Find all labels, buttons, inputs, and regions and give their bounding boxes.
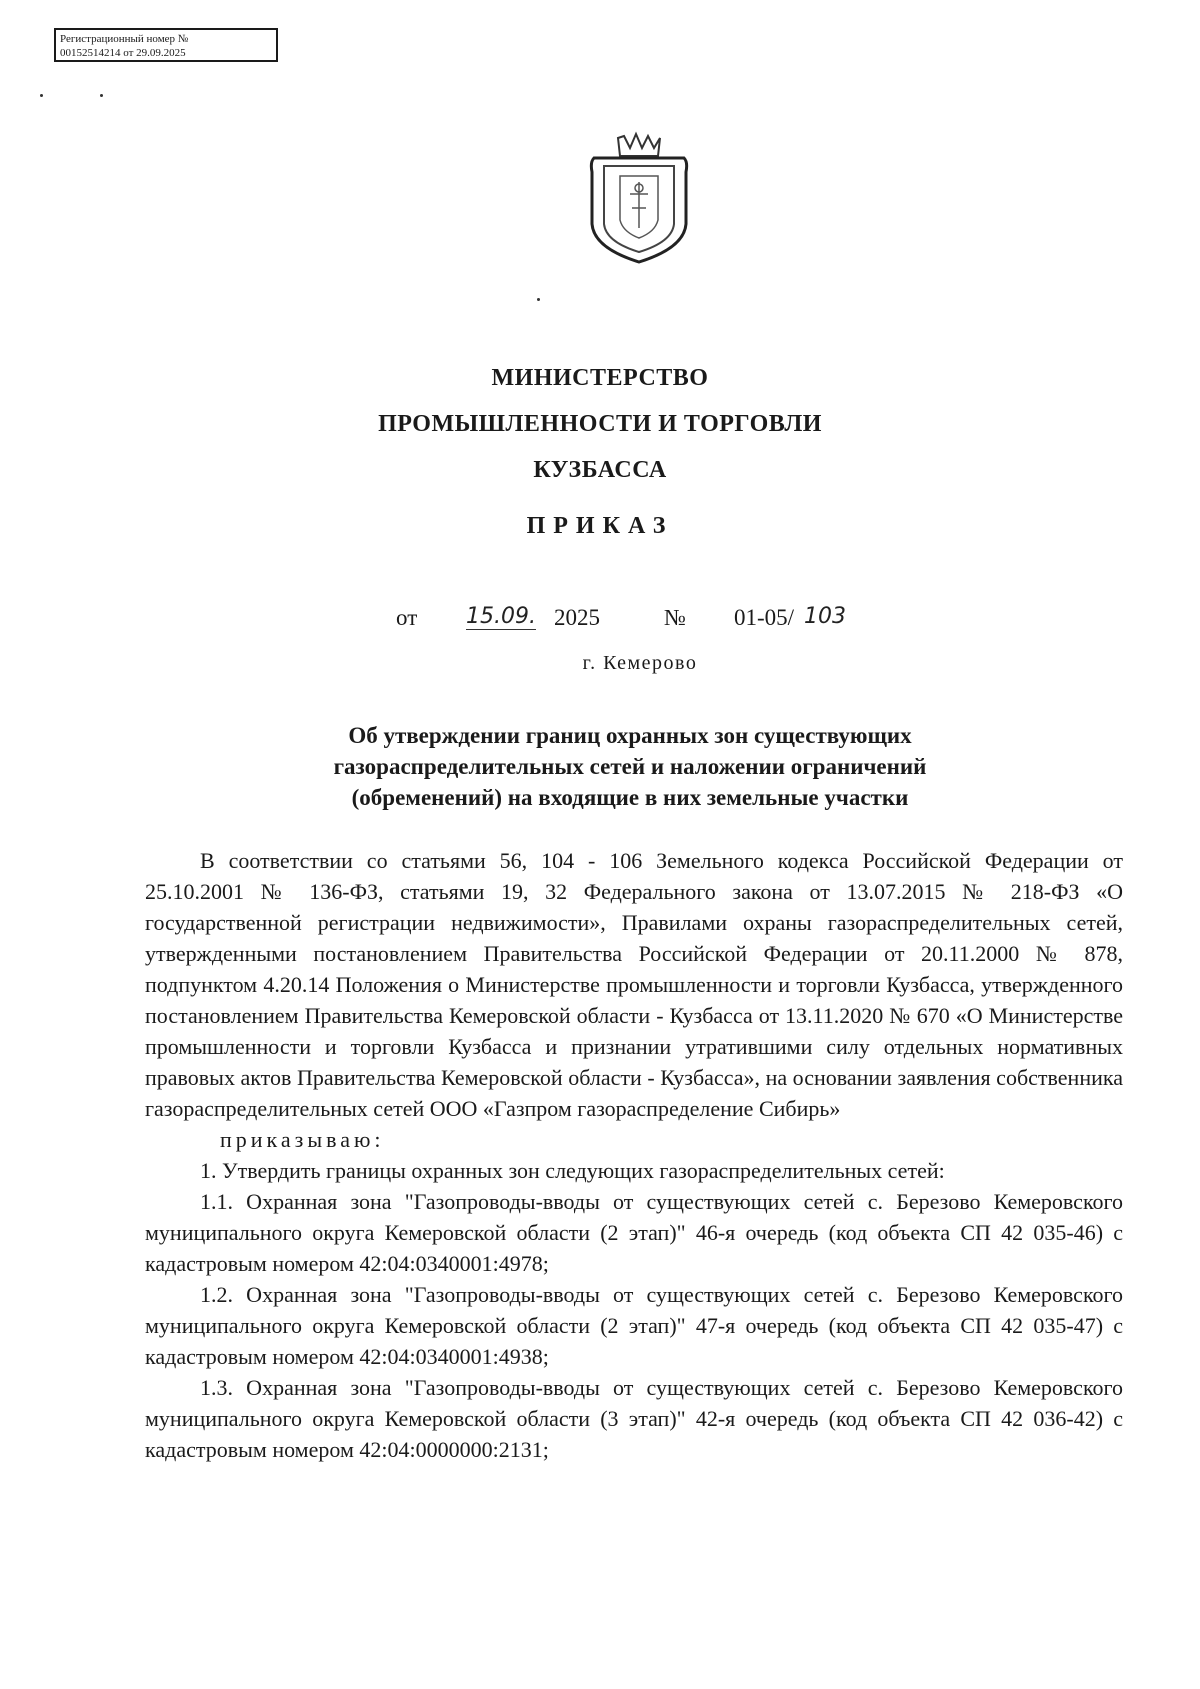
order-title — [130, 720, 1130, 813]
title-line-1: Об утверждении границ охранных зон существующих — [348, 723, 912, 748]
order-body — [145, 845, 1123, 1465]
ministry-line-1: МИНИСТЕРСТВО — [491, 365, 709, 391]
title-line-3: (обременений) на входящие в них земельные участки — [351, 785, 909, 810]
scan-speck — [40, 94, 43, 97]
document-type: ПРИКАЗ — [526, 513, 674, 539]
scan-speck — [537, 298, 540, 301]
registration-label: Регистрационный номер № — [60, 33, 189, 45]
item-1-1: 1.1. Охранная зона "Газопроводы-вводы от существующих сетей с. Березово Кемеровского муниципального округа Кемеровской области (2 этап)" 46-я очередь (код объекта СП 42 035-46) с кадастровым номером 42:04:0340001:4978; — [145, 1189, 1123, 1276]
item-1-2: 1.2. Охранная зона "Газопроводы-вводы от существующих сетей с. Березово Кемеровского муниципального округа Кемеровской области (2 этап)" 47-я очередь (код объекта СП 42 035-47) с кадастровым номером 42:04:0340001:4938; — [145, 1282, 1123, 1369]
ministry-line-2: ПРОМЫШЛЕННОСТИ И ТОРГОВЛИ — [378, 411, 822, 437]
order-number-label: № — [664, 605, 686, 630]
preamble-paragraph: В соответствии со статьями 56, 104 - 106 Земельного кодекса Российской Федерации от 25.10.2001 № 136-ФЗ, статьями 19, 32 Федерального закона от 13.07.2015 № 218-ФЗ «О государственной регистрации недвижимости», Правилами охраны газораспределительных сетей, утвержденными постановлением Правительства Российской Федерации от 20.11.2000 № 878, подпунктом 4.20.14 Положения о Министерстве промышленности и торговли Кузбасса, утвержденного постановлением Правительства Кемеровской области - Кузбасса от 13.11.2020 № 670 «О Министерстве промышленности и торговли Кузбасса и признании утратившими силу отдельных нормативных правовых актов Правительства Кемеровской области - Кузбасса», на основании заявления собственника газораспределительных сетей ООО «Газпром газораспределение Сибирь» — [145, 848, 1123, 1121]
order-from-label: от — [396, 605, 418, 630]
order-number-handwritten: 103 — [804, 604, 846, 629]
ministry-line-3: КУЗБАССА — [533, 457, 667, 483]
registration-number: 00152514214 от 29.09.2025 — [60, 47, 186, 59]
order-year: 2025 — [554, 605, 600, 630]
item-1-3: 1.3. Охранная зона "Газопроводы-вводы от существующих сетей с. Березово Кемеровского муниципального округа Кемеровской области (3 этап)" 42-я очередь (код объекта СП 42 036-42) с кадастровым номером 42:04:0000000:2131; — [145, 1375, 1123, 1462]
ministry-name — [0, 355, 1200, 493]
coat-of-arms-emblem — [580, 128, 698, 268]
item-1: 1. Утвердить границы охранных зон следующих газораспределительных сетей: — [200, 1158, 945, 1183]
registration-stamp — [54, 28, 278, 62]
order-word: приказываю: — [220, 1127, 385, 1152]
order-number-prefix: 01-05/ — [734, 605, 795, 630]
scan-speck — [100, 94, 103, 97]
title-line-2: газораспределительных сетей и наложении ограничений — [333, 754, 927, 779]
city-line: г. Кемерово — [582, 652, 698, 674]
order-date-handwritten: 15.09. — [466, 604, 536, 629]
